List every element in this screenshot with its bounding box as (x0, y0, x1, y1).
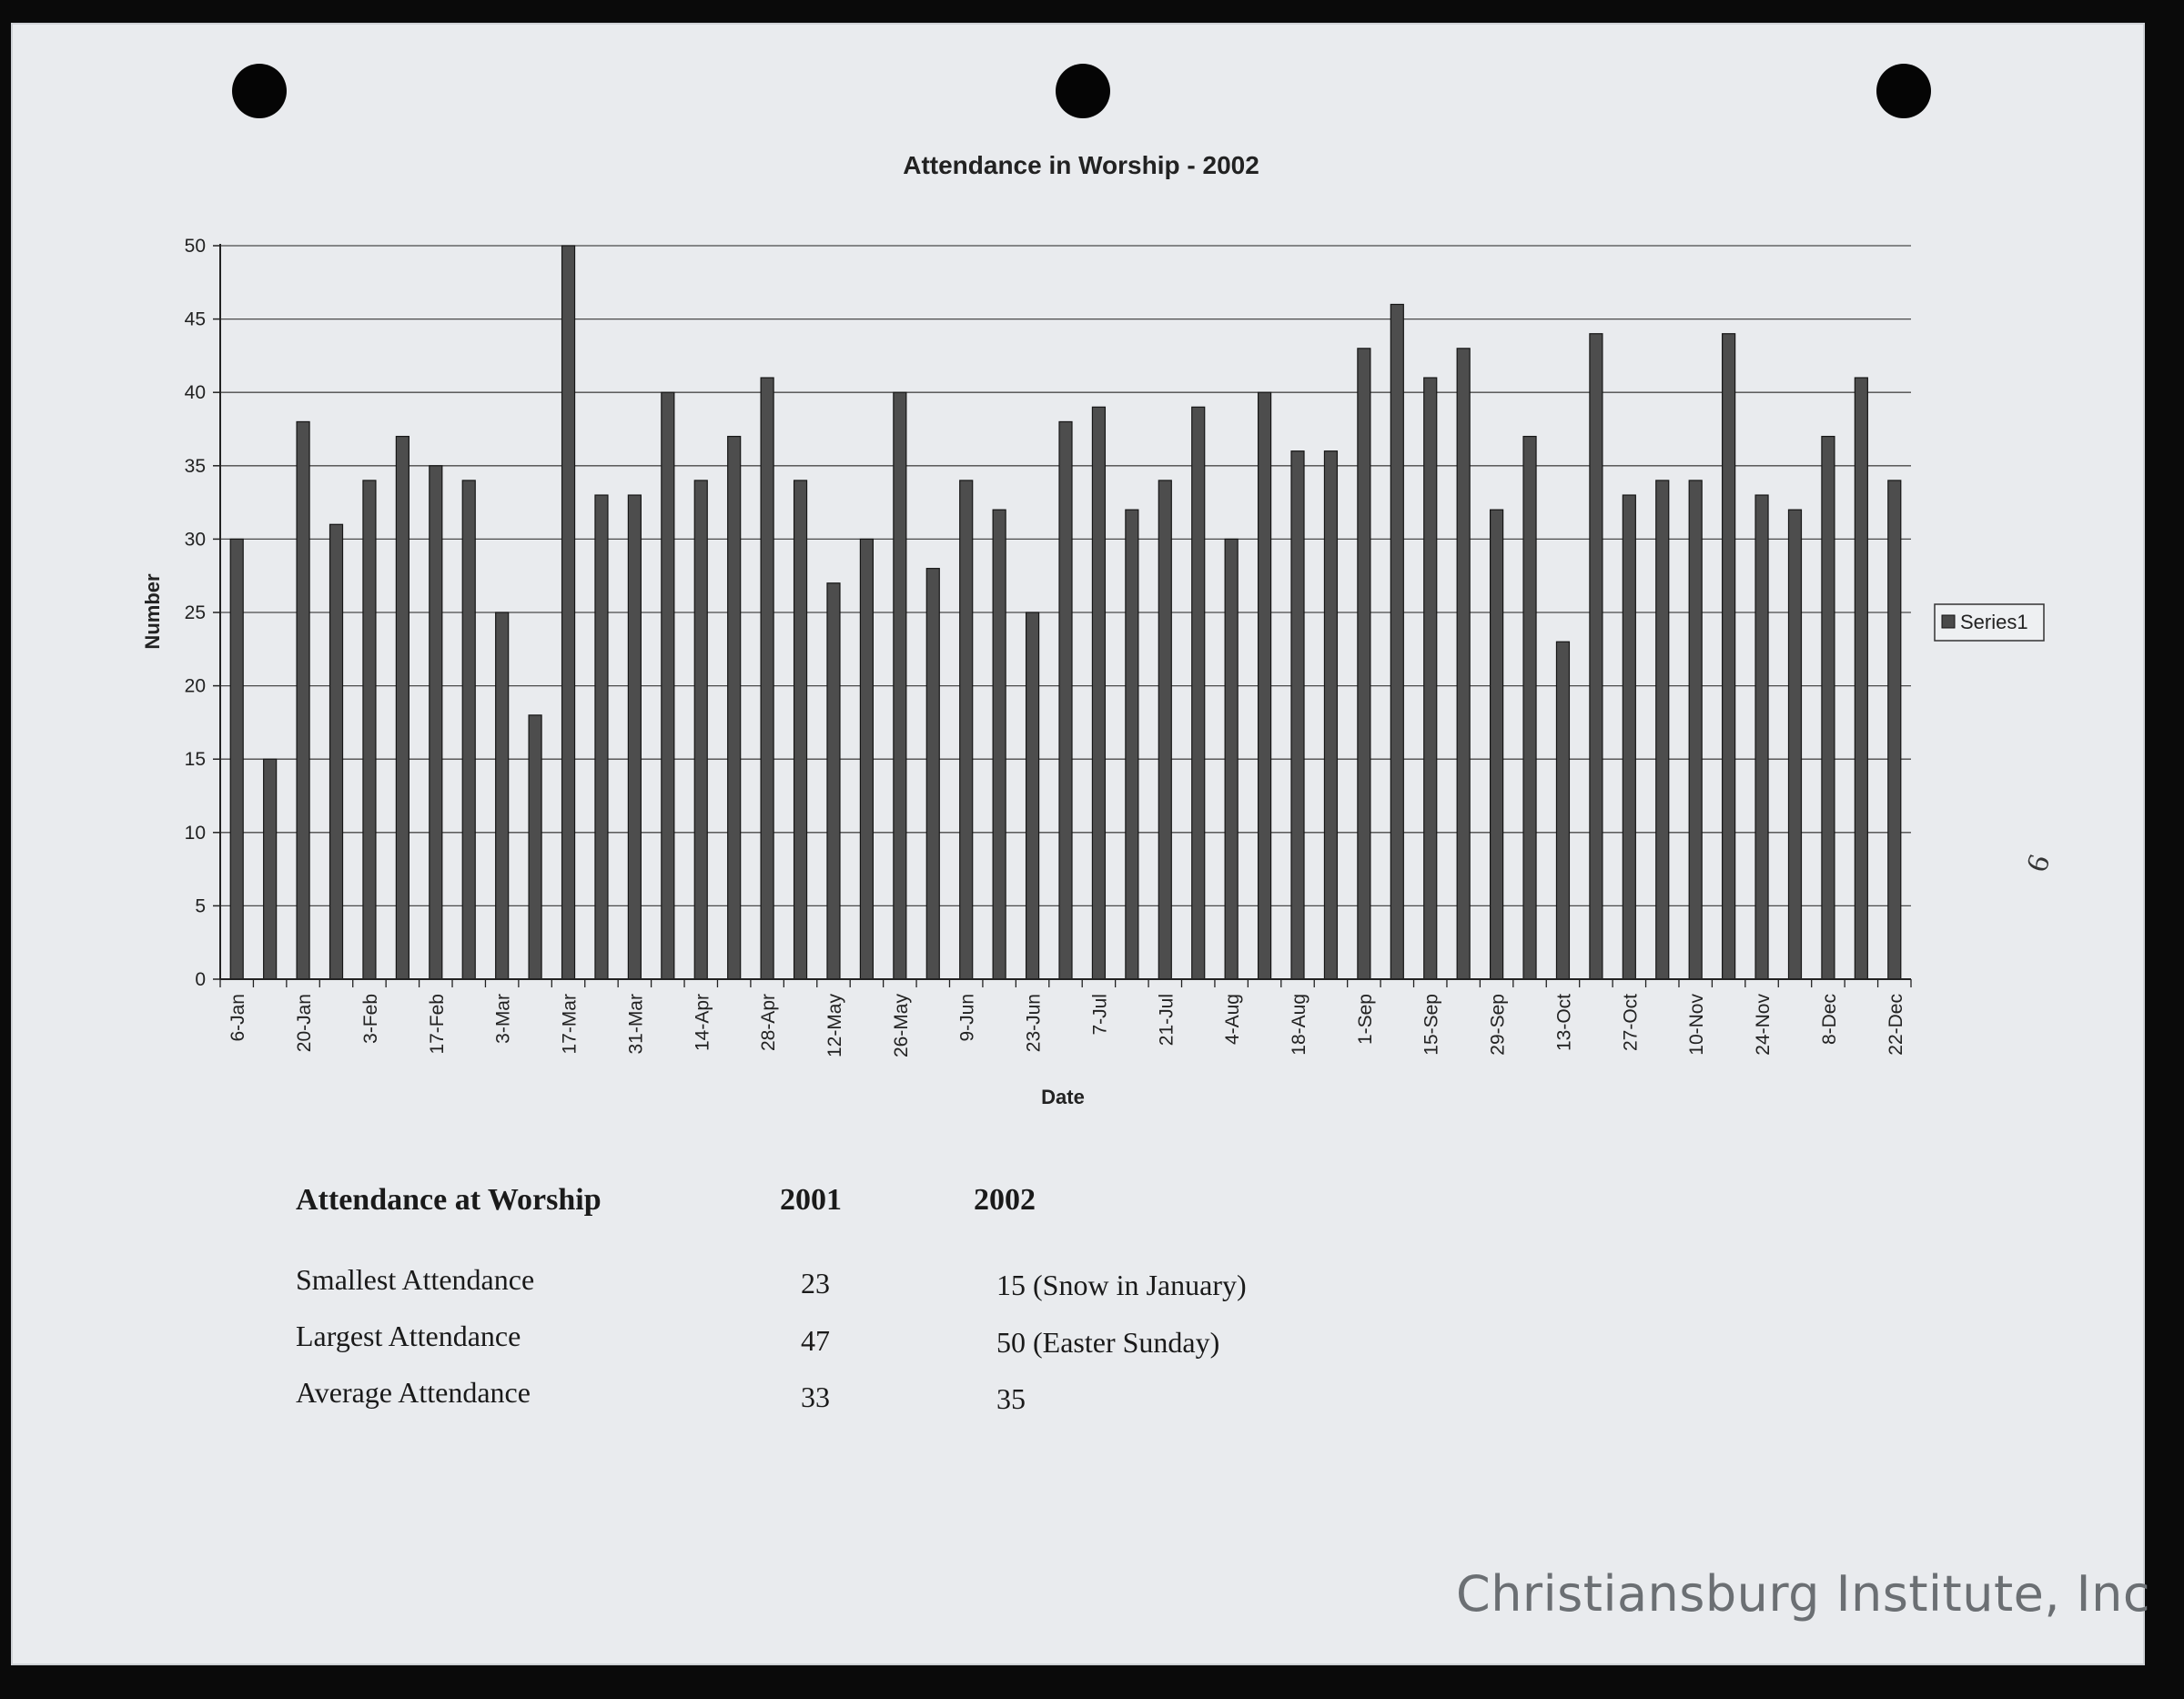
y-tick-labels (185, 236, 220, 990)
x-tick-label: 8-Dec (1818, 993, 1840, 1046)
x-tick-label: 18-Aug (1289, 994, 1310, 1056)
x-tick-label: 15-Sep (1421, 994, 1442, 1056)
smallest-2002-value: 15 (Snow in January) (996, 1269, 1247, 1301)
bar (595, 495, 608, 979)
bar (529, 715, 541, 979)
bar (926, 569, 939, 979)
bar (662, 392, 674, 979)
x-tick-label: 26-May (890, 994, 912, 1058)
summary-heading: Attendance at Worship (296, 1183, 602, 1217)
bar (430, 466, 442, 979)
bar (1723, 334, 1735, 979)
bar (1291, 451, 1304, 979)
bar (827, 583, 840, 979)
bar (1059, 421, 1072, 979)
bar (1259, 392, 1271, 979)
row-label-average: Average Attendance (296, 1376, 531, 1409)
y-tick-label: 20 (184, 675, 206, 697)
x-tick-label: 22-Dec (1885, 994, 1906, 1056)
x-tick-label: 14-Apr (692, 994, 713, 1052)
chart-title: Attendance in Worship - 2002 (903, 151, 1259, 179)
bar (1888, 480, 1901, 979)
x-tick-label: 21-Jul (1156, 994, 1178, 1047)
row-label-smallest: Smallest Attendance (296, 1263, 535, 1296)
bar (1390, 304, 1403, 979)
y-tick-label: 15 (184, 749, 206, 771)
x-tick-label: 27-Oct (1620, 994, 1642, 1052)
x-axis-title: Date (1041, 1086, 1085, 1108)
y-tick-label: 25 (184, 602, 206, 623)
average-2002-value: 35 (996, 1382, 1026, 1415)
x-tick-label: 23-Jun (1023, 994, 1045, 1053)
bar (1158, 480, 1171, 979)
column-2002-header: 2002 (974, 1183, 1036, 1217)
bar (1822, 437, 1835, 979)
x-tick-labels (228, 994, 1906, 1058)
bar (1358, 349, 1370, 979)
x-tick-label: 29-Sep (1487, 994, 1509, 1056)
y-axis-title: Number (141, 573, 164, 650)
y-tick-label: 10 (184, 822, 206, 844)
largest-2001-value: 47 (801, 1324, 830, 1357)
column-2001-header: 2001 (780, 1183, 842, 1217)
y-tick-label: 5 (195, 895, 206, 917)
y-tick-label: 0 (195, 969, 206, 990)
bar (396, 437, 409, 979)
bar (761, 378, 774, 979)
bar (1788, 510, 1801, 979)
bar (1126, 510, 1138, 979)
x-tick-label: 3-Feb (359, 994, 381, 1044)
bar (230, 539, 243, 979)
bar (694, 480, 707, 979)
bar (1192, 407, 1205, 979)
x-tick-label: 28-Apr (758, 994, 780, 1052)
bar (562, 246, 575, 979)
watermark-text: Christiansburg Institute, Inc (1456, 1565, 2151, 1623)
bar (1491, 510, 1503, 979)
legend-swatch (1942, 615, 1955, 628)
bar (1855, 378, 1867, 979)
x-tick-label: 12-May (824, 994, 845, 1058)
x-tick-label: 4-Aug (1222, 994, 1244, 1046)
bar (1689, 480, 1702, 979)
bar (628, 495, 641, 979)
x-tick-label: 24-Nov (1753, 994, 1774, 1056)
bar (960, 480, 973, 979)
bar (496, 612, 509, 979)
bar (1225, 539, 1238, 979)
bar (993, 510, 1006, 979)
bar (894, 392, 906, 979)
x-tick-label: 17-Feb (426, 994, 448, 1055)
x-tick-label: 10-Nov (1686, 994, 1708, 1056)
x-tick-label: 9-Jun (956, 994, 978, 1042)
legend-label: Series1 (1960, 611, 2028, 633)
bar (297, 421, 309, 979)
row-label-largest: Largest Attendance (296, 1320, 521, 1352)
y-tick-label: 50 (184, 236, 206, 257)
bar (1523, 437, 1536, 979)
x-tick-label: 3-Mar (492, 994, 514, 1044)
x-tick-label: 6-Jan (228, 994, 249, 1042)
bar (1623, 495, 1635, 979)
x-tick-label: 1-Sep (1354, 994, 1376, 1046)
bar (264, 759, 277, 979)
bar (1457, 349, 1470, 979)
bar (860, 539, 873, 979)
bar (1755, 495, 1768, 979)
x-tick-label: 31-Mar (625, 994, 647, 1055)
largest-2002-value: 50 (Easter Sunday) (996, 1326, 1220, 1359)
bar (1590, 334, 1603, 979)
x-tick-label: 7-Jul (1089, 994, 1111, 1036)
x-tick-label: 13-Oct (1553, 994, 1575, 1052)
bar (1092, 407, 1105, 979)
y-tick-label: 30 (184, 529, 206, 551)
bar (1556, 642, 1569, 979)
bar (794, 480, 807, 979)
bar (330, 524, 343, 979)
bar (363, 480, 376, 979)
legend (1935, 604, 2044, 641)
bar (1424, 378, 1437, 979)
bar (462, 480, 475, 979)
margin-page-number: 6 (2019, 850, 2058, 877)
y-tick-label: 45 (184, 308, 206, 330)
bar (1656, 480, 1669, 979)
y-tick-label: 35 (184, 455, 206, 477)
bar (1324, 451, 1337, 979)
x-tick-label: 20-Jan (294, 994, 316, 1053)
bar (1026, 612, 1039, 979)
x-tick-label: 17-Mar (559, 994, 581, 1055)
smallest-2001-value: 23 (801, 1267, 830, 1300)
y-tick-label: 40 (184, 382, 206, 404)
bar (728, 437, 741, 979)
average-2001-value: 33 (801, 1380, 830, 1413)
